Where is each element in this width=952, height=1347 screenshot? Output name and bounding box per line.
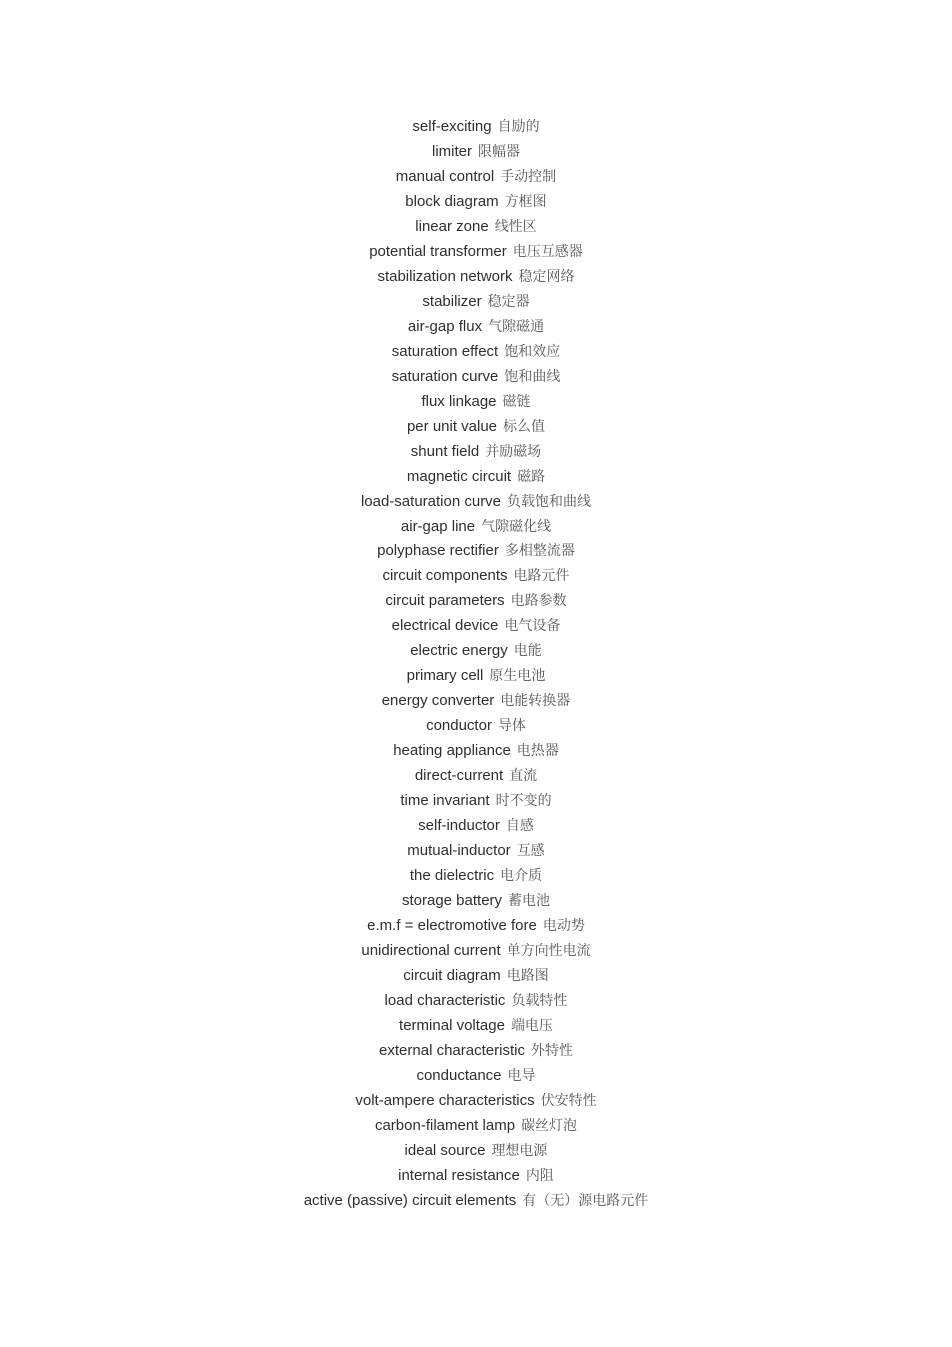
english-term: load characteristic — [384, 991, 506, 1009]
english-term: circuit parameters — [385, 592, 505, 610]
vocab-entry — [0, 1039, 952, 1064]
english-term: volt-ampere characteristics — [355, 1091, 535, 1109]
vocab-entry — [0, 140, 952, 165]
english-term: storage battery — [401, 892, 503, 910]
chinese-term: 电压互感器 — [512, 243, 583, 260]
english-term: electric energy — [410, 642, 508, 660]
chinese-term: 自感 — [505, 818, 534, 835]
chinese-term: 负载特性 — [511, 992, 568, 1009]
chinese-term: 电气设备 — [504, 618, 561, 635]
vocab-entry — [0, 864, 952, 889]
vocab-entry — [0, 190, 952, 215]
english-term: direct-current — [414, 767, 504, 785]
chinese-term: 稳定器 — [487, 293, 530, 310]
english-term: self-exciting — [412, 118, 492, 135]
english-term: unidirectional current — [361, 941, 501, 959]
chinese-term: 有（无）源电路元件 — [522, 1192, 649, 1209]
english-term: per unit value — [406, 417, 498, 435]
vocab-entry — [0, 914, 952, 939]
vocab-entry — [0, 714, 952, 739]
english-term: terminal voltage — [399, 1016, 505, 1034]
vocab-entry — [0, 1114, 952, 1139]
vocab-entry — [0, 465, 952, 490]
chinese-term: 电介质 — [500, 868, 543, 885]
vocab-entry — [0, 1139, 952, 1164]
english-term: primary cell — [406, 667, 484, 685]
vocab-entry — [0, 989, 952, 1014]
chinese-term: 方框图 — [504, 193, 547, 210]
chinese-term: 电路参数 — [510, 593, 567, 610]
english-term: polyphase rectifier — [377, 542, 499, 560]
vocabulary-list — [0, 115, 952, 1214]
chinese-term: 伏安特性 — [540, 1092, 597, 1109]
vocab-entry — [0, 515, 952, 540]
chinese-term: 电导 — [507, 1067, 536, 1084]
english-term: circuit diagram — [403, 966, 501, 984]
chinese-term: 气隙磁化线 — [481, 518, 552, 535]
vocab-entry — [0, 564, 952, 589]
english-term: heating appliance — [393, 742, 511, 760]
chinese-term: 电路元件 — [513, 568, 570, 585]
vocab-entry — [0, 1189, 952, 1214]
english-term: time invariant — [400, 792, 490, 810]
english-term: shunt field — [410, 442, 480, 460]
english-term: circuit components — [382, 567, 508, 585]
english-term: e.m.f = electromotive fore — [367, 917, 537, 934]
chinese-term: 自励的 — [497, 119, 540, 135]
vocab-entry — [0, 165, 952, 190]
vocab-entry — [0, 764, 952, 789]
english-term: energy converter — [381, 692, 495, 710]
vocab-entry — [0, 889, 952, 914]
vocab-entry — [0, 415, 952, 440]
vocab-entry — [0, 539, 952, 564]
vocab-entry — [0, 390, 952, 415]
chinese-term: 导体 — [497, 718, 526, 735]
chinese-term: 单方向性电流 — [506, 942, 591, 959]
chinese-term: 气隙磁通 — [488, 318, 545, 335]
english-term: saturation effect — [391, 342, 499, 360]
vocab-entry — [0, 1164, 952, 1189]
chinese-term: 并励磁场 — [485, 443, 542, 460]
chinese-term: 线性区 — [494, 218, 537, 235]
vocab-entry — [0, 490, 952, 515]
chinese-term: 直流 — [509, 768, 538, 785]
chinese-term: 限幅器 — [478, 143, 520, 160]
vocab-entry — [0, 215, 952, 240]
english-term: mutual-inductor — [407, 842, 511, 860]
vocab-entry — [0, 664, 952, 689]
english-term: flux linkage — [421, 392, 497, 410]
vocab-entry — [0, 639, 952, 664]
vocab-entry — [0, 1089, 952, 1114]
english-term: load-saturation curve — [360, 492, 502, 510]
chinese-term: 多相整流器 — [504, 543, 575, 560]
vocab-entry — [0, 614, 952, 639]
english-term: magnetic circuit — [406, 467, 512, 485]
vocab-entry — [0, 315, 952, 340]
english-term: stabilization network — [377, 267, 513, 285]
chinese-term: 蓄电池 — [508, 893, 551, 910]
english-term: conductor — [426, 717, 492, 735]
vocab-entry — [0, 839, 952, 864]
vocab-entry — [0, 789, 952, 814]
chinese-term: 电动势 — [542, 918, 585, 934]
vocab-entry — [0, 365, 952, 390]
chinese-term: 外特性 — [530, 1042, 573, 1059]
vocab-entry — [0, 1014, 952, 1039]
english-term: the dielectric — [409, 867, 495, 885]
english-term: conductance — [416, 1066, 502, 1084]
chinese-term: 饱和效应 — [504, 343, 561, 360]
english-term: external characteristic — [379, 1041, 525, 1059]
english-term: self-inductor — [418, 817, 500, 835]
chinese-term: 饱和曲线 — [504, 368, 561, 385]
english-term: block diagram — [405, 192, 499, 210]
chinese-term: 电路图 — [506, 967, 549, 984]
english-term: linear zone — [415, 217, 489, 235]
chinese-term: 内阻 — [525, 1167, 554, 1184]
english-term: air-gap flux — [407, 317, 483, 335]
vocab-entry — [0, 814, 952, 839]
chinese-term: 端电压 — [510, 1017, 553, 1034]
vocab-entry — [0, 240, 952, 265]
chinese-term: 负载饱和曲线 — [507, 493, 592, 510]
english-term: carbon-filament lamp — [374, 1116, 516, 1134]
chinese-term: 互感 — [516, 843, 545, 860]
chinese-term: 原生电池 — [489, 668, 546, 685]
vocab-entry — [0, 440, 952, 465]
chinese-term: 时不变的 — [495, 793, 552, 810]
english-term: manual control — [395, 167, 495, 185]
chinese-term: 电热器 — [516, 743, 559, 760]
english-term: air-gap line — [400, 517, 476, 535]
vocab-entry — [0, 290, 952, 315]
chinese-term: 碳丝灯泡 — [521, 1117, 578, 1134]
vocab-entry — [0, 340, 952, 365]
chinese-term: 标么值 — [503, 418, 546, 435]
vocab-entry — [0, 689, 952, 714]
english-term: potential transformer — [369, 242, 507, 260]
vocab-entry — [0, 739, 952, 764]
english-term: saturation curve — [391, 367, 499, 385]
chinese-term: 手动控制 — [500, 168, 557, 185]
english-term: limiter — [432, 142, 472, 160]
vocab-entry — [0, 115, 952, 140]
vocab-entry — [0, 589, 952, 614]
english-term: ideal source — [404, 1141, 486, 1159]
vocab-entry — [0, 1064, 952, 1089]
chinese-term: 理想电源 — [491, 1142, 548, 1159]
chinese-term: 电能 — [513, 643, 542, 660]
chinese-term: 磁链 — [502, 393, 531, 410]
vocab-entry — [0, 964, 952, 989]
english-term: active (passive) circuit elements — [303, 1191, 517, 1209]
english-term: electrical device — [391, 617, 499, 635]
vocab-entry — [0, 939, 952, 964]
chinese-term: 电能转换器 — [500, 693, 571, 710]
chinese-term: 稳定网络 — [518, 268, 575, 285]
chinese-term: 磁路 — [517, 468, 546, 485]
english-term: internal resistance — [398, 1166, 520, 1184]
vocab-entry — [0, 265, 952, 290]
english-term: stabilizer — [422, 292, 482, 310]
